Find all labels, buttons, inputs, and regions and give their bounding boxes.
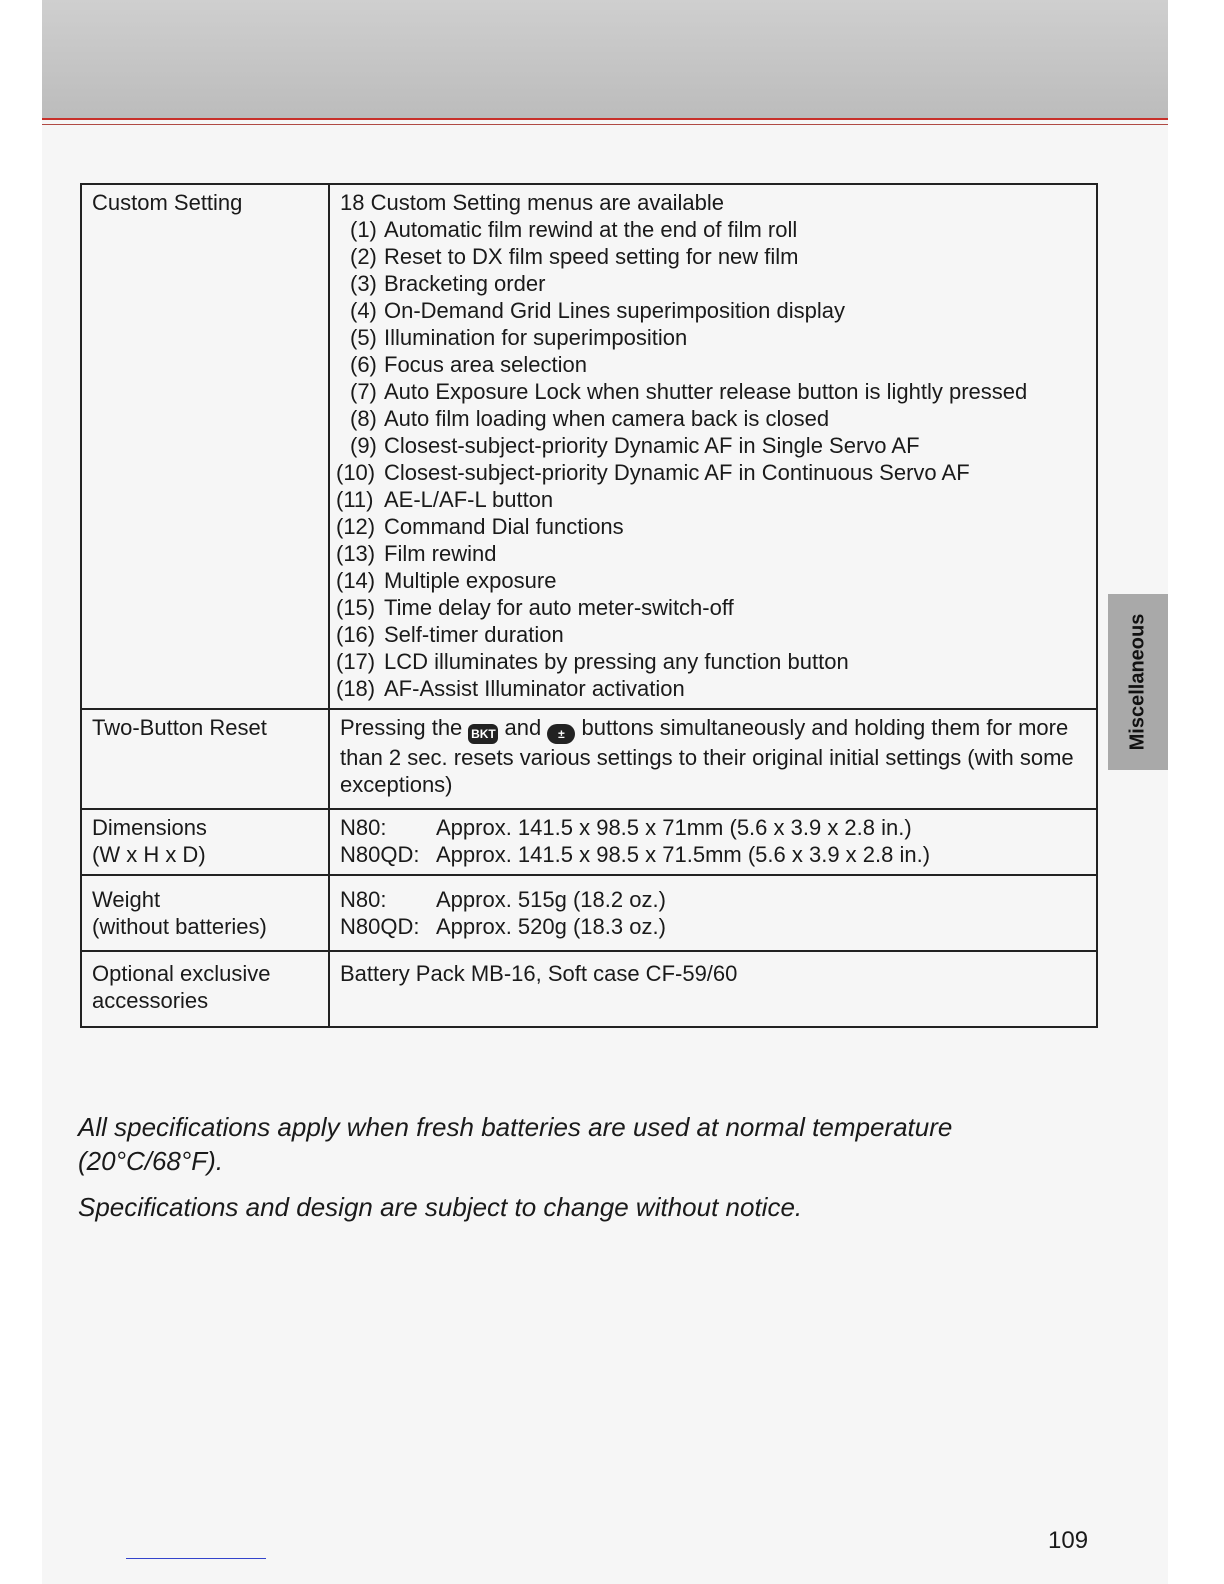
page-number: 109 xyxy=(1048,1527,1089,1554)
bottom-blue-line xyxy=(126,1558,266,1559)
item-text: Closest-subject-priority Dynamic AF in Continuous Servo AF xyxy=(384,460,970,485)
custom-setting-list xyxy=(336,216,1086,702)
custom-setting-intro: 18 Custom Setting menus are available xyxy=(340,190,724,215)
table-row-two-button-reset xyxy=(81,709,1097,809)
item-number: (16) xyxy=(336,622,376,647)
weight-label xyxy=(81,875,329,951)
custom-setting-label: Custom Setting xyxy=(81,184,329,709)
section-side-tab xyxy=(1108,594,1168,770)
item-number: (3) xyxy=(350,271,377,296)
model-name: N80: xyxy=(340,815,387,840)
custom-setting-item xyxy=(336,540,1086,567)
custom-setting-item xyxy=(340,432,1086,459)
item-number: (2) xyxy=(350,244,377,269)
dimensions-value xyxy=(329,809,1097,875)
item-text: Illumination for superimposition xyxy=(384,325,688,350)
footnote-specifications: All specifications apply when fresh batteries are used at normal temperature (20°C/68°F). xyxy=(78,1112,953,1176)
header-red-rule xyxy=(42,118,1168,120)
weight-label-line2: (without batteries) xyxy=(92,914,267,939)
dimensions-row-n80 xyxy=(340,814,1086,841)
item-number: (7) xyxy=(350,379,377,404)
custom-setting-item xyxy=(340,405,1086,432)
table-row-weight xyxy=(81,875,1097,951)
accessories-label-line1: Optional exclusive xyxy=(92,961,271,986)
item-number: (5) xyxy=(350,325,377,350)
model-name: N80QD: xyxy=(340,842,420,867)
custom-setting-item xyxy=(336,513,1086,540)
item-text: Reset to DX film speed setting for new film xyxy=(384,244,799,269)
dimensions-label-line2: (W x H x D) xyxy=(92,842,206,867)
item-text: Auto film loading when camera back is closed xyxy=(384,406,830,431)
custom-setting-item xyxy=(340,297,1086,324)
reset-text-before: Pressing the xyxy=(340,715,463,740)
item-text: AF-Assist Illuminator activation xyxy=(384,676,685,701)
weight-value-text: Approx. 515g (18.2 oz.) xyxy=(436,887,666,912)
dimension-value: Approx. 141.5 x 98.5 x 71mm (5.6 x 3.9 x 2.8 in.) xyxy=(436,815,912,840)
item-text: Focus area selection xyxy=(384,352,587,377)
custom-setting-item xyxy=(336,594,1086,621)
weight-label-line1: Weight xyxy=(92,887,161,912)
item-number: (10) xyxy=(336,460,376,485)
weight-value xyxy=(329,875,1097,951)
item-text: AE-L/AF-L button xyxy=(384,487,554,512)
item-number: (13) xyxy=(336,541,376,566)
model-name: N80QD: xyxy=(340,914,420,939)
item-number: (8) xyxy=(350,406,377,431)
custom-setting-item xyxy=(340,378,1086,405)
item-text: On-Demand Grid Lines superimposition display xyxy=(384,298,845,323)
reset-text-after: buttons simultaneously and holding them for more than 2 sec. resets various settings to their original initial settings (with some exceptions) xyxy=(340,715,1074,797)
header-red-rule-thin xyxy=(42,124,1168,125)
custom-setting-item xyxy=(336,621,1086,648)
item-number: (17) xyxy=(336,649,376,674)
custom-setting-item xyxy=(336,486,1086,513)
table-row-accessories xyxy=(81,951,1097,1027)
custom-setting-item xyxy=(336,675,1086,702)
item-text: Film rewind xyxy=(384,541,497,566)
item-text: Closest-subject-priority Dynamic AF in Single Servo AF xyxy=(384,433,920,458)
dimensions-label-line1: Dimensions xyxy=(92,815,207,840)
item-text: Time delay for auto meter-switch-off xyxy=(384,595,734,620)
item-text: Multiple exposure xyxy=(384,568,557,593)
item-number: (15) xyxy=(336,595,376,620)
item-text: Bracketing order xyxy=(384,271,546,296)
accessories-label xyxy=(81,951,329,1027)
custom-setting-item xyxy=(340,216,1086,243)
table-row-dimensions xyxy=(81,809,1097,875)
accessories-value: Battery Pack MB-16, Soft case CF-59/60 xyxy=(329,951,1097,1027)
custom-setting-item xyxy=(336,648,1086,675)
dimensions-label xyxy=(81,809,329,875)
item-number: (14) xyxy=(336,568,376,593)
item-number: (1) xyxy=(350,217,377,242)
weight-value-text: Approx. 520g (18.3 oz.) xyxy=(436,914,666,939)
header-band xyxy=(42,0,1168,118)
specifications-table xyxy=(80,183,1098,1028)
item-number: (11) xyxy=(336,487,374,512)
model-name: N80: xyxy=(340,887,387,912)
side-tab-label: Miscellaneous xyxy=(1126,613,1149,751)
item-text: Command Dial functions xyxy=(384,514,624,539)
weight-row-n80 xyxy=(340,886,1086,913)
item-text: Auto Exposure Lock when shutter release button is lightly pressed xyxy=(384,379,1028,404)
item-number: (18) xyxy=(336,676,376,701)
exposure-compensation-button-icon: ± xyxy=(547,724,575,744)
footnote-change-notice: Specifications and design are subject to change without notice. xyxy=(78,1192,803,1222)
custom-setting-item xyxy=(336,567,1086,594)
item-text: LCD illuminates by pressing any function button xyxy=(384,649,849,674)
item-number: (9) xyxy=(350,433,377,458)
accessories-label-line2: accessories xyxy=(92,988,209,1013)
custom-setting-item xyxy=(340,351,1086,378)
custom-setting-item xyxy=(336,459,1086,486)
custom-setting-item xyxy=(340,270,1086,297)
item-number: (12) xyxy=(336,514,376,539)
reset-text-middle: and xyxy=(504,715,542,740)
item-number: (4) xyxy=(350,298,377,323)
dimension-value: Approx. 141.5 x 98.5 x 71.5mm (5.6 x 3.9 x 2.8 in.) xyxy=(436,842,931,867)
weight-row-n80qd xyxy=(340,913,1086,940)
custom-setting-item xyxy=(340,324,1086,351)
two-button-reset-value xyxy=(329,709,1097,809)
item-text: Self-timer duration xyxy=(384,622,564,647)
custom-setting-value xyxy=(329,184,1097,709)
two-button-reset-label: Two-Button Reset xyxy=(81,709,329,809)
custom-setting-item xyxy=(340,243,1086,270)
item-number: (6) xyxy=(350,352,377,377)
dimensions-row-n80qd xyxy=(340,841,1086,868)
item-text: Automatic film rewind at the end of film roll xyxy=(384,217,798,242)
bracketing-button-icon: BKT xyxy=(468,724,498,744)
table-row-custom-setting xyxy=(81,184,1097,709)
